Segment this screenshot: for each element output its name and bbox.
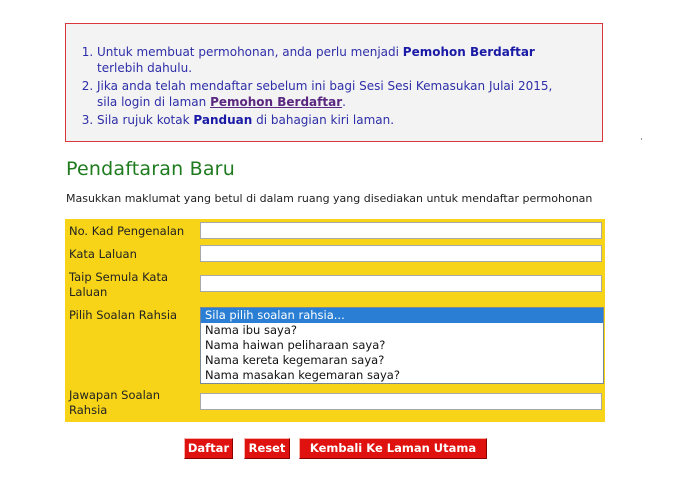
notice-list [97, 44, 567, 130]
ic-number-input[interactable] [200, 222, 602, 239]
password-label: Kata Laluan [69, 247, 137, 261]
retype-password-input[interactable] [200, 275, 602, 292]
question-option[interactable]: Nama haiwan peliharaan saya? [205, 338, 386, 352]
question-option[interactable]: Nama ibu saya? [205, 323, 297, 337]
secret-answer-input[interactable] [200, 393, 602, 410]
register-button[interactable]: Daftar [184, 438, 233, 459]
question-option[interactable]: Nama kereta kegemaran saya? [205, 353, 385, 367]
notice-item-1: 1. Untuk membuat permohonan, anda perlu menjadi Pemohon Berdaftar terlebih dahulu. [97, 44, 567, 76]
back-to-home-button[interactable]: Kembali Ke Laman Utama [299, 438, 487, 459]
ic-number-label: No. Kad Pengenalan [69, 224, 185, 238]
notice-item-3: 3. Sila rujuk kotak Panduan di bahagian kiri laman. [97, 112, 567, 128]
reset-button[interactable]: Reset [244, 438, 290, 459]
retype-password-label: Taip Semula Kata Laluan [69, 270, 169, 299]
notice-item-2: 2. Jika anda telah mendaftar sebelum ini bagi Sesi Sesi Kemasukan Julai 2015, sila login di laman Pemohon Berdaftar. [97, 78, 567, 110]
notice-box [65, 23, 603, 142]
notice-strong-guide: Panduan [193, 113, 253, 127]
secret-question-label: Pilih Soalan Rahsia [69, 308, 178, 322]
question-option[interactable]: Nama masakan kegemaran saya? [205, 368, 400, 382]
secret-answer-label: Jawapan Soalan Rahsia [69, 388, 161, 417]
registered-applicant-link[interactable]: Pemohon Berdaftar [210, 95, 343, 109]
secret-question-select[interactable] [200, 307, 604, 384]
question-option[interactable]: Sila pilih soalan rahsia... [201, 308, 603, 323]
intro-text: Masukkan maklumat yang betul di dalam ruang yang disediakan untuk mendaftar permohonan [66, 192, 593, 205]
page-title: Pendaftaran Baru [66, 158, 235, 180]
notice-strong-registered: Pemohon Berdaftar [402, 45, 535, 59]
password-input[interactable] [200, 245, 602, 262]
registration-form [65, 219, 605, 422]
stray-mark [641, 138, 642, 140]
